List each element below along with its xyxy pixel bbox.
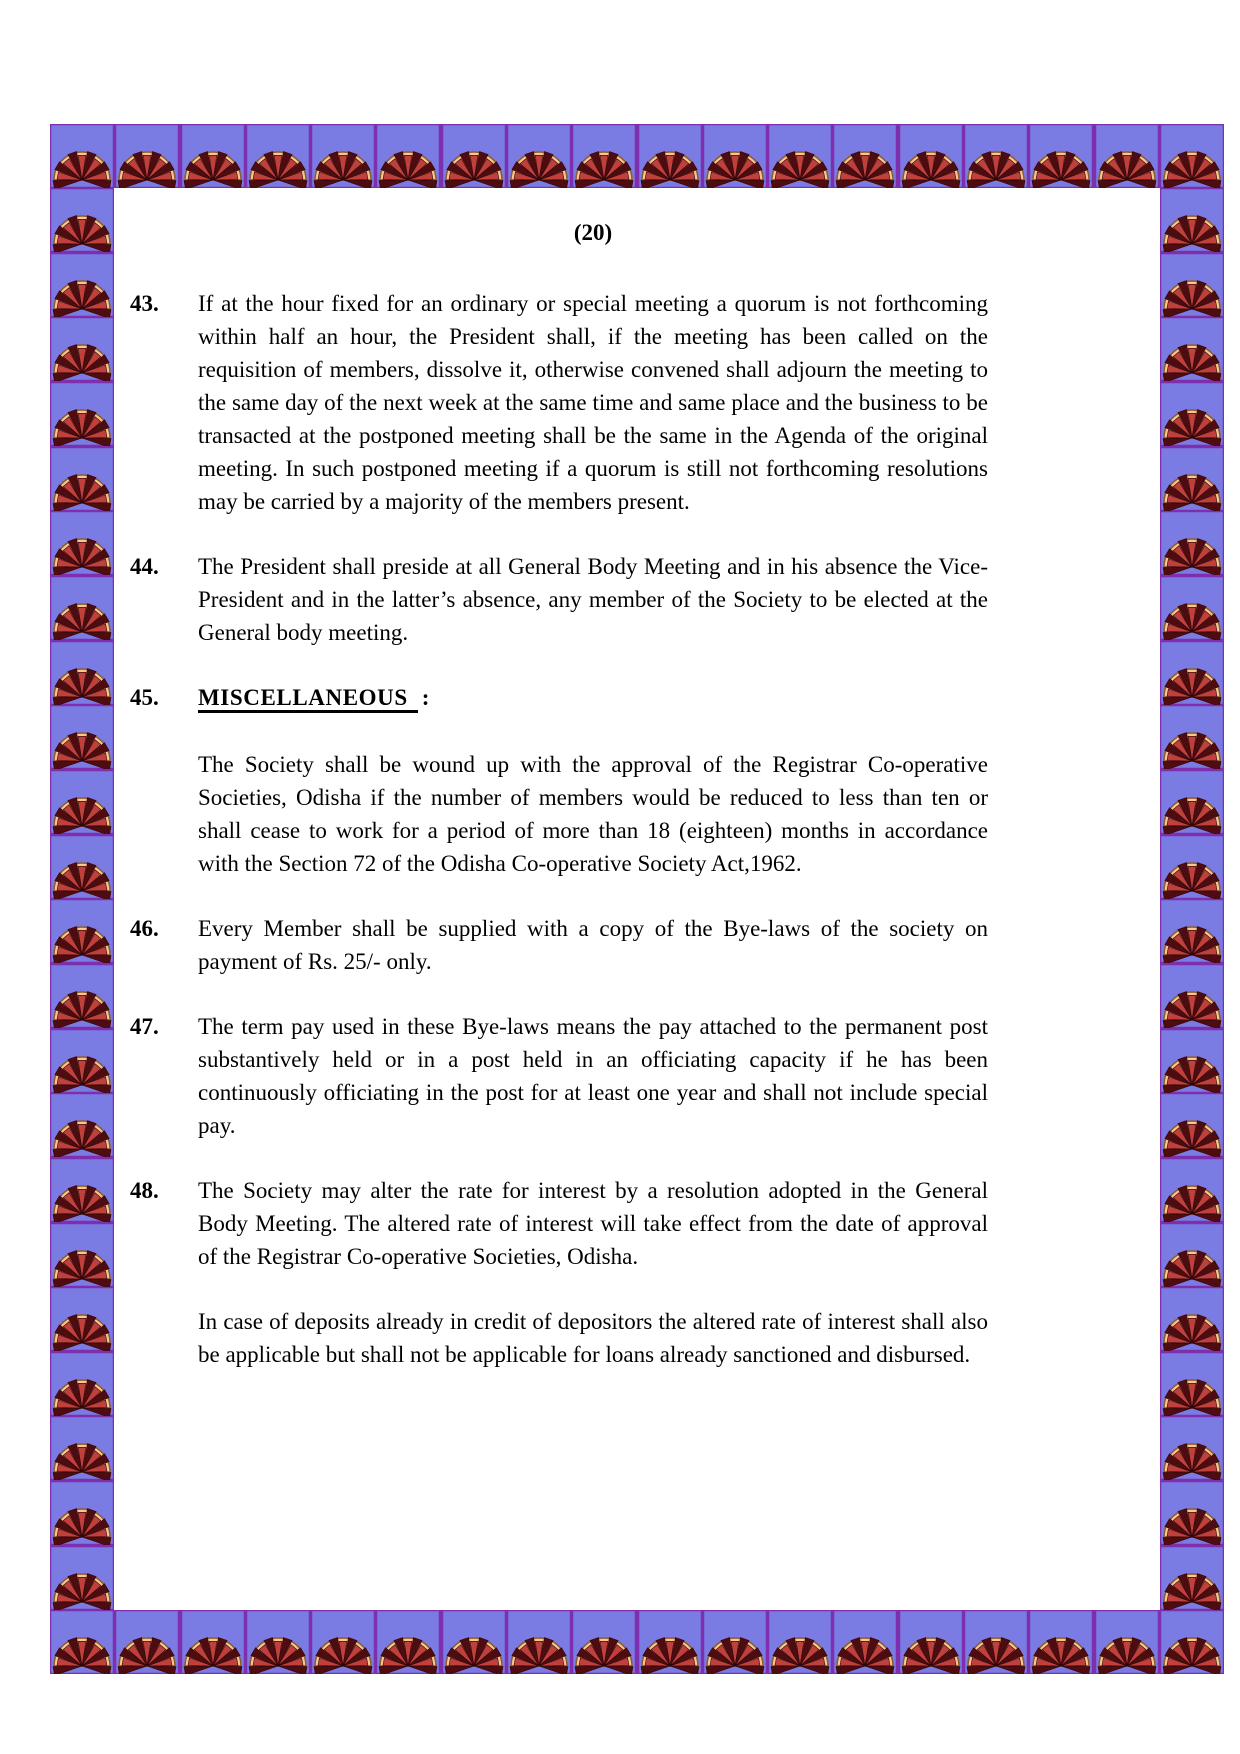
fan-rosette-tile-icon [50,1287,114,1351]
fan-rosette-tile-icon [50,382,114,446]
fan-rosette-tile-icon [50,1029,114,1093]
fan-rosette-tile-icon [1160,899,1224,963]
fan-rosette-tile-icon [50,511,114,575]
fan-rosette-tile-icon [376,1610,440,1674]
fan-rosette-tile-icon [1160,705,1224,769]
fan-rosette-tile-icon [1160,188,1224,252]
fan-rosette-tile-icon [507,1610,571,1674]
fan-rosette-tile-icon [1160,576,1224,640]
fan-rosette-tile-icon [1160,1093,1224,1157]
content-area [114,188,1160,1610]
fan-rosette-tile-icon [246,124,310,188]
fan-rosette-tile-icon [311,1610,375,1674]
item-number: 44. [130,554,159,579]
fan-rosette-tile-icon [964,124,1028,188]
text-block [130,216,988,1371]
fan-rosette-tile-icon [1160,1158,1224,1222]
fan-rosette-tile-icon [768,1610,832,1674]
item-text: If at the hour fixed for an ordinary or special meeting a quorum is not forthcoming within half an hour, the President shall, if the meeting has been called on the requisition of members, dissolve it, otherwise convened shall adjourn the meeting to the same day of the next week at the same time and same place and the business to be transacted at the postponed meeting shall be the same in the Agenda of the original meeting. In such postponed meeting if a quorum is still not forthcoming resolutions may be carried by a majority of the members present. [198,291,988,514]
fan-rosette-tile-icon [50,1093,114,1157]
fan-rosette-tile-icon [50,835,114,899]
fan-rosette-tile-icon [1160,964,1224,1028]
list-item [130,1010,988,1142]
item-number: 46. [130,916,159,941]
list-item [130,1174,988,1273]
list-item [130,550,988,649]
border-right [1160,188,1224,1610]
fan-rosette-tile-icon [50,1546,114,1610]
fan-rosette-tile-icon [50,641,114,705]
fan-rosette-tile-icon [376,124,440,188]
page-number: (20) [573,220,613,245]
fan-rosette-tile-icon [1160,1546,1224,1610]
fan-rosette-tile-icon [50,1223,114,1287]
fan-rosette-tile-icon [311,124,375,188]
fan-rosette-tile-icon [50,447,114,511]
item-text: The Society shall be wound up with the approval of the Registrar Co-operative Societies, Odisha if the number of members would be reduced to less than ten or shall cease to work for a period of more than 18 (eighteen) months in accordance with the Section 72 of the Odisha Co-operative Society Act,1962. [198,752,988,876]
fan-rosette-tile-icon [899,1610,963,1674]
fan-rosette-tile-icon [1160,1029,1224,1093]
item-number [130,1305,198,1371]
fan-rosette-tile-icon [1160,317,1224,381]
fan-rosette-tile-icon [50,1158,114,1222]
border-left [50,188,114,1610]
item-heading-colon: : [421,685,430,710]
item-text: The term pay used in these Bye-laws means the pay attached to the permanent post substantively held or in a post held in an officiating capacity if he has been continuously officiating in the post for at least one year and shall not include special pay. [198,1014,988,1138]
item-heading [198,681,988,714]
item-number: 47. [130,1014,159,1039]
fan-rosette-tile-icon [1160,253,1224,317]
item-body [198,1010,988,1142]
fan-rosette-tile-icon [507,124,571,188]
fan-rosette-tile-icon [1160,1610,1224,1674]
fan-rosette-tile-icon [50,1352,114,1416]
fan-rosette-tile-icon [964,1610,1028,1674]
item-heading-text: MISCELLANEOUS [198,685,418,713]
item-text: Every Member shall be supplied with a copy of the Bye-laws of the society on payment of Rs. 25/- only. [198,916,988,974]
fan-rosette-tile-icon [50,770,114,834]
fan-rosette-tile-icon [50,899,114,963]
item-number: 43. [130,291,159,316]
border-top [50,124,1224,188]
fan-rosette-tile-icon [50,1610,114,1674]
fan-rosette-tile-icon [833,124,897,188]
fan-rosette-tile-icon [246,1610,310,1674]
item-body [198,550,988,649]
fan-rosette-tile-icon [181,1610,245,1674]
fan-rosette-tile-icon [1160,1352,1224,1416]
item-number: 48. [130,1178,159,1203]
fan-rosette-tile-icon [50,705,114,769]
fan-rosette-tile-icon [899,124,963,188]
fan-rosette-tile-icon [1095,1610,1159,1674]
fan-rosette-tile-icon [50,964,114,1028]
fan-rosette-tile-icon [1160,641,1224,705]
fan-rosette-tile-icon [638,124,702,188]
item-body [198,287,988,518]
fan-rosette-tile-icon [50,124,114,188]
list-item [130,1305,988,1371]
item-text: The Society may alter the rate for interest by a resolution adopted in the General Body Meeting. The altered rate of interest will take effect from the date of approval of the Registrar Co-operative Societies, Odisha. [198,1178,988,1269]
fan-rosette-tile-icon [1160,770,1224,834]
fan-rosette-tile-icon [1160,382,1224,446]
bylaws-list [130,287,988,1371]
fan-rosette-tile-icon [1095,124,1159,188]
item-number: 45. [130,685,159,710]
fan-rosette-tile-icon [1160,1481,1224,1545]
fan-rosette-tile-icon [1160,447,1224,511]
list-item [130,681,988,880]
fan-rosette-tile-icon [572,124,636,188]
fan-rosette-tile-icon [572,1610,636,1674]
item-body [198,1305,988,1371]
fan-rosette-tile-icon [1160,1287,1224,1351]
fan-rosette-tile-icon [833,1610,897,1674]
fan-rosette-tile-icon [1160,1223,1224,1287]
fan-rosette-tile-icon [181,124,245,188]
fan-rosette-tile-icon [638,1610,702,1674]
fan-rosette-tile-icon [1160,835,1224,899]
fan-rosette-tile-icon [1160,124,1224,188]
border-bottom [50,1610,1224,1674]
item-body [198,1174,988,1273]
fan-rosette-tile-icon [703,1610,767,1674]
fan-rosette-tile-icon [768,124,832,188]
fan-rosette-tile-icon [50,1481,114,1545]
item-body [198,912,988,978]
item-text: The President shall preside at all General Body Meeting and in his absence the Vice-President and in the latter’s absence, any member of the Society to be elected at the General body meeting. [198,554,988,645]
fan-rosette-tile-icon [50,576,114,640]
fan-rosette-tile-icon [50,253,114,317]
fan-rosette-tile-icon [1029,124,1093,188]
list-item [130,912,988,978]
fan-rosette-tile-icon [1160,1416,1224,1480]
fan-rosette-tile-icon [50,317,114,381]
fan-rosette-tile-icon [442,1610,506,1674]
fan-rosette-tile-icon [50,188,114,252]
fan-rosette-tile-icon [703,124,767,188]
fan-rosette-tile-icon [442,124,506,188]
fan-rosette-tile-icon [1029,1610,1093,1674]
item-text: In case of deposits already in credit of depositors the altered rate of interest shall also be applicable but shall not be applicable for loans already sanctioned and disbursed. [198,1309,988,1367]
page-border [50,124,1224,1674]
fan-rosette-tile-icon [115,1610,179,1674]
item-body [198,681,988,880]
fan-rosette-tile-icon [1160,511,1224,575]
fan-rosette-tile-icon [115,124,179,188]
list-item [130,287,988,518]
fan-rosette-tile-icon [50,1416,114,1480]
